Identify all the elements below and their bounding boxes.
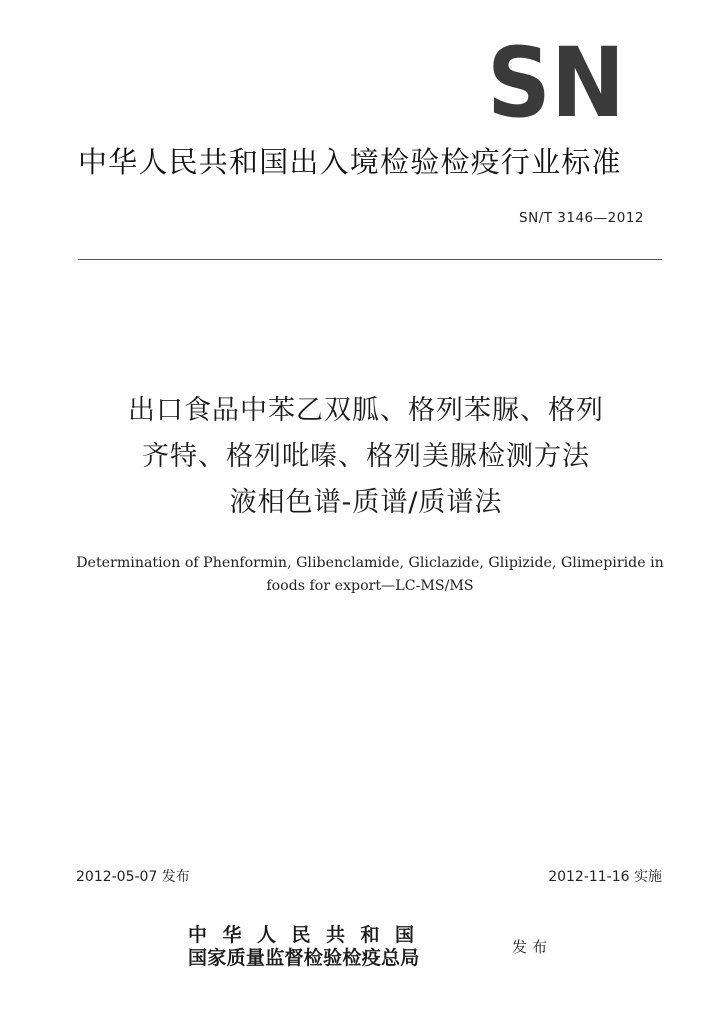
sn-logo-graphic bbox=[486, 44, 626, 118]
sn-logo bbox=[486, 44, 626, 118]
publisher-agency: 国家质量监督检验检疫总局 bbox=[188, 947, 420, 969]
title-chinese-line-3: 液相色谱-质谱/质谱法 bbox=[229, 487, 503, 518]
standard-number: SN/T 3146—2012 bbox=[519, 210, 644, 226]
header-divider bbox=[78, 259, 662, 260]
title-english-line-2: foods for export—LC-MS/MS bbox=[266, 578, 474, 594]
publisher-country: 中华人民共和国 bbox=[188, 924, 430, 946]
title-chinese bbox=[60, 388, 672, 526]
implementation-date: 2012-11-16 实施 bbox=[548, 869, 662, 885]
title-english-line-1: Determination of Phenformin, Glibenclamide, Gliclazide, Glipizide, Glimepiride in bbox=[76, 555, 664, 571]
publisher-block bbox=[188, 924, 498, 970]
sn-logo-text: SN bbox=[487, 44, 625, 118]
title-chinese-line-2: 齐特、格列吡嗪、格列美脲检测方法 bbox=[142, 441, 590, 472]
title-english bbox=[70, 552, 670, 598]
publisher-issue-label: 发布 bbox=[512, 938, 553, 956]
standard-category: 中华人民共和国出入境检验检疫行业标准 bbox=[78, 145, 622, 179]
issue-date: 2012-05-07 发布 bbox=[76, 869, 190, 885]
title-chinese-line-1: 出口食品中苯乙双胍、格列苯脲、格列 bbox=[128, 395, 604, 426]
